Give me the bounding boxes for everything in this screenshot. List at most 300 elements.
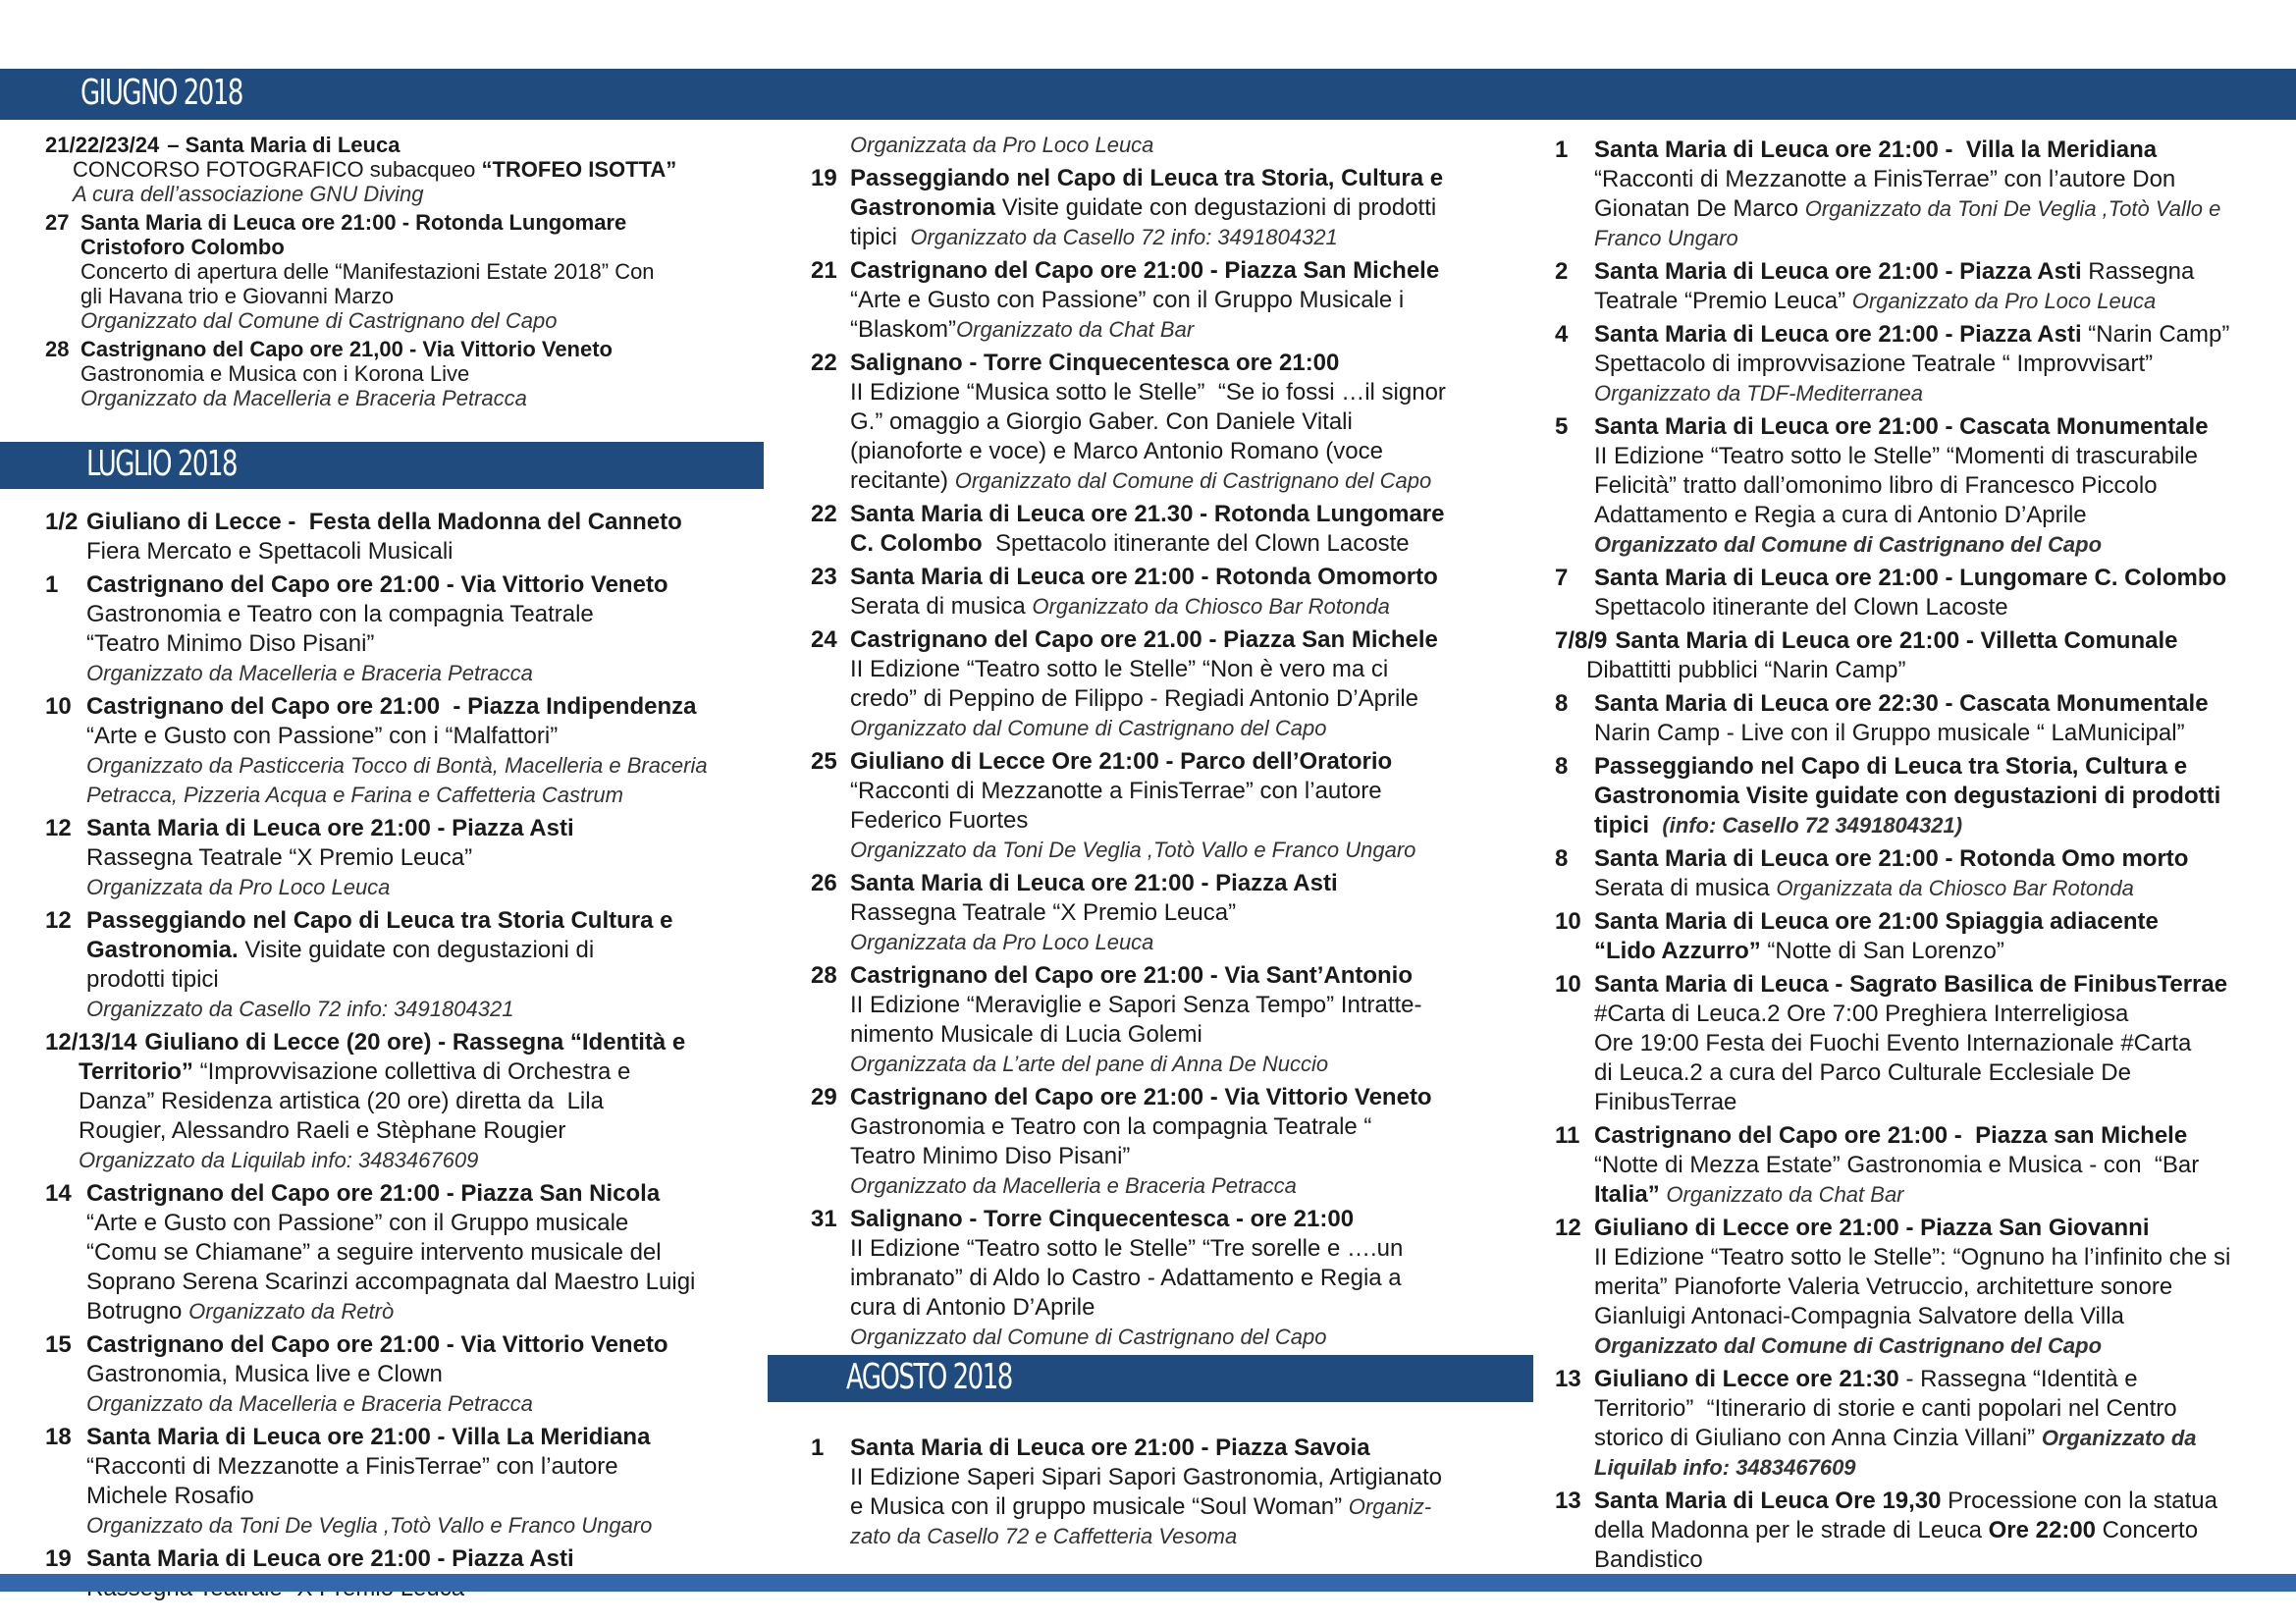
event-line [1555, 1394, 2281, 1424]
event-text: Santa Maria di Leuca ore 21.30 - Rotonda Lungomare [850, 501, 1445, 527]
event-text: “Notte di Mezza Estate” Gastronomia e Musica - con “Bar [1594, 1152, 2200, 1178]
event-line [811, 806, 1498, 836]
event-text: Organizzata da Pro Loco Leuca [850, 133, 1154, 157]
event-line [811, 466, 1498, 496]
event-line [45, 308, 752, 333]
column-giugno [45, 133, 752, 414]
event-text: Organizzato dal Comune di Castrignano del Capo [80, 308, 558, 333]
event-text: Serata di musica [1594, 875, 1777, 901]
event-line [45, 995, 752, 1024]
event-text: Organizzata da L’arte del pane di Anna De Nuccio [850, 1052, 1329, 1076]
event-date: 12 [1555, 1215, 1581, 1241]
event-line [811, 625, 1498, 655]
event-date: 7 [1555, 565, 1569, 591]
event-text: CONCORSO FOTOGRAFICO subacqueo [73, 157, 482, 182]
event-line [1555, 970, 2281, 1000]
event-text: Santa Maria di Leuca ore 21:00 - Piazza Asti [850, 870, 1338, 896]
event-text: Organizzato dal Comune di Castrignano del Capo [850, 716, 1327, 740]
event-text: Organizzato dal Comune di Castrignano del Capo [954, 468, 1432, 493]
event-text: Santa Maria di Leuca ore 21:00 Spiaggia adiacente [1594, 908, 2159, 935]
event-text: Organizzato da Chat Bar [956, 317, 1195, 342]
event-text: #Carta di Leuca.2 Ore 7:00 Preghiera Interreligiosa [1594, 1001, 2129, 1027]
event-text: Petracca, Pizzeria Acqua e Farina e Caffetteria Castrum [86, 783, 623, 807]
event-date: 19 [45, 1545, 72, 1572]
event-text: Organizzato da Toni De Veglia ,Totò Vallo e Franco Ungaro [86, 1513, 653, 1538]
event-line [811, 500, 1498, 529]
event-line [811, 1205, 1498, 1234]
event-date: 25 [811, 748, 837, 775]
event-text: Castrignano del Capo ore 21,00 - Via Vittorio Veneto [80, 337, 613, 361]
event-text: Santa Maria di Leuca ore 21:00 - Rotonda Omomorto [850, 564, 1438, 590]
event-text: Santa Maria di Leuca ore 21:00 - Rotonda Omo morto [1594, 845, 2189, 872]
event-item [811, 1434, 1498, 1551]
event-line [45, 1087, 752, 1116]
event-text: nimento Musicale di Lucia Golemi [850, 1021, 1202, 1048]
event-text: Concerto [2096, 1517, 2199, 1543]
event-text: “Arte e Gusto con Passione” con i “Malfattori” [86, 723, 559, 749]
event-date: 21/22/23/24 [45, 133, 160, 157]
event-line [45, 1452, 752, 1482]
event-text: Passeggiando nel Capo di Leuca tra Storia, Cultura e [1594, 753, 2188, 780]
event-date: 1 [811, 1435, 825, 1461]
event-text: della Madonna per le strade di Leuca [1594, 1517, 1989, 1543]
event-text: credo” di Peppino de Filippo - Regiadi Antonio D’Aprile [850, 685, 1418, 712]
event-text: Salignano - Torre Cinquecentesca ore 21:00 [850, 350, 1340, 376]
event-date: 8 [1555, 753, 1569, 780]
header-bar-agosto [768, 1355, 1533, 1402]
event-text: II Edizione “Teatro sotto le Stelle” “Tre sorelle e ….un [850, 1235, 1404, 1262]
event-line [811, 1434, 1498, 1463]
event-line [1555, 844, 2281, 874]
event-item [811, 747, 1498, 865]
event-date: 28 [811, 962, 837, 989]
event-text: Organizzato da [2041, 1426, 2197, 1450]
event-text: Castrignano del Capo ore 21:00 - Via Vittorio Veneto [86, 1331, 668, 1358]
event-item [811, 961, 1498, 1079]
event-line [811, 1264, 1498, 1293]
event-text: - Rassegna “Identità e [1898, 1366, 2138, 1392]
event-line [811, 1293, 1498, 1323]
event-line [45, 1544, 752, 1574]
event-text: Giuliano di Lecce ore 21:00 - Piazza San Giovanni [1594, 1215, 2150, 1241]
event-item [1555, 907, 2281, 966]
event-line [45, 936, 752, 965]
event-line [45, 1179, 752, 1209]
event-line [811, 1171, 1498, 1201]
event-item [1555, 970, 2281, 1117]
event-text: Santa Maria di Leuca ore 22:30 - Cascata Monumentale [1594, 690, 2209, 717]
event-date: 12 [45, 815, 72, 841]
event-text: Santa Maria di Leuca Ore 19,30 [1594, 1488, 1942, 1514]
event-text: zato da Casello 72 e Caffetteria Vesoma [850, 1524, 1238, 1548]
event-line [811, 836, 1498, 865]
event-line [811, 193, 1498, 223]
event-text: Santa Maria di Leuca ore 21:00 - Piazza Asti [1594, 258, 2082, 285]
event-text: Spettacolo itinerante del Clown Lacoste [1594, 594, 2008, 621]
event-item [1555, 412, 2281, 560]
event-item [811, 164, 1498, 252]
event-line [45, 210, 752, 235]
event-text: “Narin Camp” [2081, 321, 2230, 348]
event-line [45, 814, 752, 843]
event-line [1555, 1000, 2281, 1029]
event-text: Gastronomia e Teatro con la compagnia Teatrale [86, 601, 594, 627]
event-line [811, 898, 1498, 928]
event-text: “Arte e Gusto con Passione” con il Gruppo Musicale i [850, 287, 1405, 313]
event-line [1555, 194, 2281, 224]
event-text: Santa Maria di Leuca - Sagrato Basilica de FinibusTerrae [1594, 971, 2228, 998]
event-line [811, 1522, 1498, 1551]
event-text: “Improvvisazione collettiva di Orchestra e [192, 1058, 631, 1085]
event-line [811, 256, 1498, 286]
event-line [45, 1330, 752, 1360]
event-item [811, 256, 1498, 345]
event-text: Organizzato dal Comune di Castrignano del Capo [1594, 532, 2103, 557]
event-text: Organizzato da Chiosco Bar Rotonda [1032, 594, 1390, 619]
event-item [45, 692, 752, 810]
event-line [1555, 1214, 2281, 1243]
event-line [45, 965, 752, 995]
event-text: “Comu se Chiamane” a seguire intervento musicale del [86, 1239, 662, 1266]
event-text: Gionatan De Marco [1594, 195, 1805, 222]
event-text: cura di Antonio D’Aprile [850, 1294, 1095, 1321]
event-text: Organizzato da Casello 72 info: 3491804321 [910, 225, 1338, 249]
event-item [811, 500, 1498, 559]
event-text: di Leuca.2 a cura del Parco Culturale Ecclesiale De [1594, 1059, 2131, 1086]
event-text: Rassegna Teatrale “X Premio Leuca” [850, 899, 1237, 926]
event-text: Italia” [1594, 1181, 1660, 1208]
event-item [1555, 1214, 2281, 1361]
event-line [45, 1028, 752, 1057]
event-text: Organizzato da Macelleria e Braceria Petracca [86, 661, 533, 685]
event-item [811, 1083, 1498, 1201]
event-text: Castrignano del Capo ore 21:00 - Piazza San Nicola [86, 1180, 661, 1207]
event-line [811, 1083, 1498, 1112]
event-text: Visite guidate con degustazioni di prodotti [995, 194, 1437, 221]
event-item [1555, 844, 2281, 903]
header-bar-giugno [0, 69, 2296, 120]
event-line [811, 1463, 1498, 1492]
event-text: Gastronomia e Teatro con la compagnia Teatrale “ [850, 1113, 1372, 1140]
event-line [1555, 1424, 2281, 1453]
event-text: e Musica con il gruppo musicale “Soul Woman” [850, 1493, 1349, 1520]
event-text: Gianluigi Antonaci-Compagnia Salvatore della Villa [1594, 1303, 2124, 1329]
event-line [45, 873, 752, 902]
event-date: 12 [45, 907, 72, 934]
event-line [1555, 1272, 2281, 1302]
event-line [1555, 1365, 2281, 1394]
event-line [811, 437, 1498, 466]
event-text: Fiera Mercato e Spettacoli Musicali [86, 538, 454, 565]
event-text: Organizzato dal Comune di Castrignano del Capo [850, 1325, 1327, 1349]
event-text: II Edizione “Meraviglie e Sapori Senza Tempo” Intratte- [850, 992, 1422, 1018]
event-line [1555, 530, 2281, 560]
event-date: 1 [45, 571, 59, 598]
column-luglio-cont [811, 131, 1498, 1356]
event-item [811, 625, 1498, 743]
event-line [45, 337, 752, 361]
event-text: tipici [850, 224, 911, 250]
event-line [1555, 782, 2281, 811]
event-text: Gastronomia. [86, 937, 239, 963]
event-text: Concerto di apertura delle “Manifestazioni Estate 2018” Con [80, 259, 655, 284]
event-line [811, 1234, 1498, 1264]
event-line [1555, 135, 2281, 165]
event-text: II Edizione “Teatro sotto le Stelle” “Momenti di trascurabile [1594, 443, 2198, 469]
event-text: Santa Maria di Leuca ore 21:00 - Piazza Asti [86, 815, 574, 841]
event-date: 21 [811, 257, 837, 284]
event-line [45, 259, 752, 284]
event-line [45, 182, 752, 206]
event-line [811, 592, 1498, 622]
event-date: 28 [45, 337, 70, 361]
event-line [1555, 471, 2281, 501]
event-line [811, 1050, 1498, 1079]
event-text: Gastronomia Visite guidate con degustazioni di prodotti [1594, 783, 2221, 809]
event-text: Organizzata da Pro Loco Leuca [850, 930, 1154, 954]
event-line [1555, 379, 2281, 408]
event-text: Organizzato da Retrò [188, 1299, 395, 1324]
event-text: storico di Giuliano con Anna Cinzia Villani” [1594, 1425, 2042, 1451]
event-line [811, 164, 1498, 193]
event-line [1555, 1151, 2281, 1180]
event-text: Castrignano del Capo ore 21:00 - Via Vittorio Veneto [850, 1084, 1432, 1110]
event-date: 13 [1555, 1366, 1581, 1392]
event-line [1555, 752, 2281, 782]
event-text: Castrignano del Capo ore 21:00 - Via Vittorio Veneto [86, 571, 668, 598]
event-text: FinibusTerrae [1594, 1089, 1737, 1115]
event-line [45, 157, 752, 182]
event-line [1555, 1302, 2281, 1331]
event-text: Organizzato da Casello 72 info: 3491804321 [86, 997, 514, 1021]
event-text: Rassegna [2081, 258, 2195, 285]
event-date: 1 [1555, 136, 1569, 163]
column-agosto [811, 1434, 1498, 1555]
event-text: (pianoforte e voce) e Marco Antonio Romano (voce [850, 438, 1383, 464]
event-line [811, 777, 1498, 806]
event-line [1555, 626, 2281, 656]
event-line [45, 1423, 752, 1452]
event-text: “Notte di San Lorenzo” [1760, 938, 2004, 964]
event-text: Organizzato da Pro Loco Leuca [1851, 289, 2157, 313]
event-text: Salignano - Torre Cinquecentesca - ore 21:00 [850, 1206, 1355, 1232]
event-item [1555, 1487, 2281, 1575]
event-text: Organizzato da Macelleria e Braceria Petracca [80, 386, 527, 410]
event-line [1555, 442, 2281, 471]
event-line [45, 1511, 752, 1541]
event-text: Felicità” tratto dall’omonimo libro di Francesco Piccolo [1594, 472, 2158, 499]
event-line [1555, 1487, 2281, 1516]
event-text: Castrignano del Capo ore 21:00 - Via Sant’Antonio [850, 962, 1413, 989]
event-text: Botrugno [86, 1298, 189, 1325]
event-line [1555, 1058, 2281, 1088]
event-line [811, 991, 1498, 1020]
event-date: 10 [1555, 971, 1581, 998]
event-text: prodotti tipici [86, 966, 219, 993]
event-item [45, 1423, 752, 1541]
event-line [1555, 593, 2281, 623]
event-item [45, 906, 752, 1024]
event-text: Giuliano di Lecce - Festa della Madonna del Canneto [86, 509, 682, 535]
event-text: “Racconti di Mezzanotte a FinisTerrae” con l’autore Don [1594, 166, 2176, 192]
event-line [45, 1360, 752, 1389]
event-text: Passeggiando nel Capo di Leuca tra Storia, Cultura e [850, 165, 1444, 191]
event-date: 10 [1555, 908, 1581, 935]
event-text: Gastronomia [850, 194, 996, 221]
event-line [45, 1297, 752, 1326]
header-title-giugno: GIUGNO 2018 [80, 73, 242, 113]
event-item [811, 869, 1498, 957]
event-line [811, 1112, 1498, 1142]
event-text: Organizzato da TDF-Mediterranea [1594, 381, 1924, 406]
event-line [1555, 874, 2281, 903]
event-line [45, 1057, 752, 1087]
event-item [45, 570, 752, 688]
event-line [45, 692, 752, 722]
header-title-luglio: LUGLIO 2018 [86, 444, 238, 484]
event-text: gli Havana trio e Giovanni Marzo [80, 284, 395, 308]
event-line [1555, 257, 2281, 287]
event-line [1555, 656, 2281, 685]
event-text: “Teatro Minimo Diso Pisani” [86, 630, 375, 657]
event-text: Organizzato da Toni De Veglia ,Totò Vallo e [1804, 196, 2221, 221]
event-text: Santa Maria di Leuca ore 21:00 - Villa la Meridiana [1594, 136, 2158, 163]
event-line [45, 284, 752, 308]
event-date: 24 [811, 626, 837, 653]
event-text: Organiz- [1348, 1494, 1432, 1519]
event-text: G.” omaggio a Giorgio Gaber. Con Daniele Vitali [850, 408, 1353, 435]
event-line [811, 563, 1498, 592]
event-line [811, 684, 1498, 714]
event-text: Santa Maria di Leuca ore 21:00 - Piazza Asti [1594, 321, 2082, 348]
event-line [1555, 1180, 2281, 1210]
event-date: 8 [1555, 845, 1569, 872]
event-text [1660, 1180, 1667, 1210]
event-line [45, 1238, 752, 1268]
event-line [1555, 1029, 2281, 1058]
event-line [1555, 287, 2281, 316]
event-text: “TROFEO ISOTTA” [481, 157, 677, 182]
event-date: 14 [45, 1180, 72, 1207]
event-date: 13 [1555, 1488, 1581, 1514]
event-date: 8 [1555, 690, 1569, 717]
event-text: Territorio” “Itinerario di storie e canti popolari nel Centro [1594, 1395, 2177, 1422]
event-item [1555, 752, 2281, 840]
event-date: 29 [811, 1084, 837, 1110]
event-item [1555, 135, 2281, 253]
event-text: Serata di musica [850, 593, 1033, 620]
event-line [45, 906, 752, 936]
event-text: Organizzato dal Comune di Castrignano del Capo [1594, 1333, 2103, 1358]
event-item [1555, 1121, 2281, 1210]
event-text: recitante) [850, 467, 955, 494]
event-text: II Edizione “Teatro sotto le Stelle”: “Ognuno ha l’infinito che si [1594, 1244, 2231, 1271]
event-text: “Racconti di Mezzanotte a FinisTerrae” con l’autore [86, 1453, 618, 1480]
event-item [1555, 1365, 2281, 1483]
event-text: Castrignano del Capo ore 21:00 - Piazza San Michele [850, 257, 1440, 284]
event-line [811, 1323, 1498, 1352]
event-line [45, 133, 752, 157]
event-text: “Blaskom” [850, 316, 957, 343]
event-line [1555, 501, 2281, 530]
event-text: “Arte e Gusto con Passione” con il Gruppo musicale [86, 1210, 629, 1236]
event-item [45, 1330, 752, 1419]
event-text: Organizzato da Macelleria e Braceria Petracca [850, 1173, 1297, 1198]
event-line [811, 714, 1498, 743]
event-line [1555, 937, 2281, 966]
event-line [811, 1142, 1498, 1171]
event-text: Santa Maria di Leuca ore 21:00 - Villetta Comunale [1615, 627, 2178, 654]
event-text: Spettacolo itinerante del Clown Lacoste [982, 530, 1410, 557]
event-text: Liquilab info: 3483467609 [1594, 1455, 1856, 1480]
event-line [811, 349, 1498, 378]
event-item [1555, 257, 2281, 316]
event-line [45, 659, 752, 688]
event-text: Federico Fuortes [850, 807, 1029, 834]
event-line [1555, 811, 2281, 840]
event-text: Gastronomia, Musica live e Clown [86, 1361, 443, 1387]
event-text: Danza” Residenza artistica (20 ore) diretta da Lila [79, 1088, 604, 1114]
event-line [45, 629, 752, 659]
event-line [1555, 1243, 2281, 1272]
event-text: II Edizione “Musica sotto le Stelle” “Se io fossi …il signor [850, 379, 1446, 406]
event-text: Rassegna Teatrale “X Premio Leuca” [86, 844, 473, 871]
event-text: Gastronomia e Musica con i Korona Live [80, 361, 470, 386]
event-line [811, 961, 1498, 991]
event-line [1555, 564, 2281, 593]
event-line [45, 235, 752, 259]
event-date: 31 [811, 1206, 837, 1232]
event-line [45, 1209, 752, 1238]
event-date: 7/8/9 [1555, 627, 1608, 654]
event-text: Santa Maria di Leuca ore 21:00 - Rotonda Lungomare [80, 210, 627, 235]
event-line [45, 843, 752, 873]
event-item [811, 563, 1498, 622]
event-line [45, 1389, 752, 1419]
event-line [811, 529, 1498, 559]
event-line [45, 781, 752, 810]
event-line [1555, 165, 2281, 194]
event-text: Organizzato da Liquilab info: 3483467609 [79, 1148, 479, 1172]
header-title-agosto: AGOSTO 2018 [846, 1357, 1012, 1397]
event-text: Territorio” [79, 1058, 193, 1085]
event-line [1555, 1545, 2281, 1575]
event-line [1555, 1453, 2281, 1483]
event-line [1555, 320, 2281, 350]
event-date: 22 [811, 501, 837, 527]
event-line [45, 1268, 752, 1297]
event-text: Ore 19:00 Festa dei Fuochi Evento Internazionale #Carta [1594, 1030, 2192, 1056]
event-text: II Edizione Saperi Sipari Sapori Gastronomia, Artigianato [850, 1464, 1442, 1490]
event-text: “Lido Azzurro” [1594, 938, 1761, 964]
header-bar-luglio [0, 442, 764, 489]
event-text: Bandistico [1594, 1546, 1703, 1573]
event-item [45, 1179, 752, 1326]
event-text: Giuliano di Lecce (20 ore) - Rassegna “Identità e [144, 1029, 686, 1056]
event-item [45, 133, 752, 206]
event-item [811, 349, 1498, 496]
event-date: 1/2 [45, 509, 79, 535]
event-line [1555, 689, 2281, 719]
event-text: (info: Casello 72 3491804321) [1662, 813, 1963, 838]
event-line [811, 928, 1498, 957]
event-line [45, 751, 752, 781]
event-line [1555, 350, 2281, 379]
event-date: 11 [1555, 1122, 1580, 1149]
event-line [1555, 719, 2281, 748]
event-date: 10 [45, 693, 72, 720]
event-date: 4 [1555, 321, 1569, 348]
